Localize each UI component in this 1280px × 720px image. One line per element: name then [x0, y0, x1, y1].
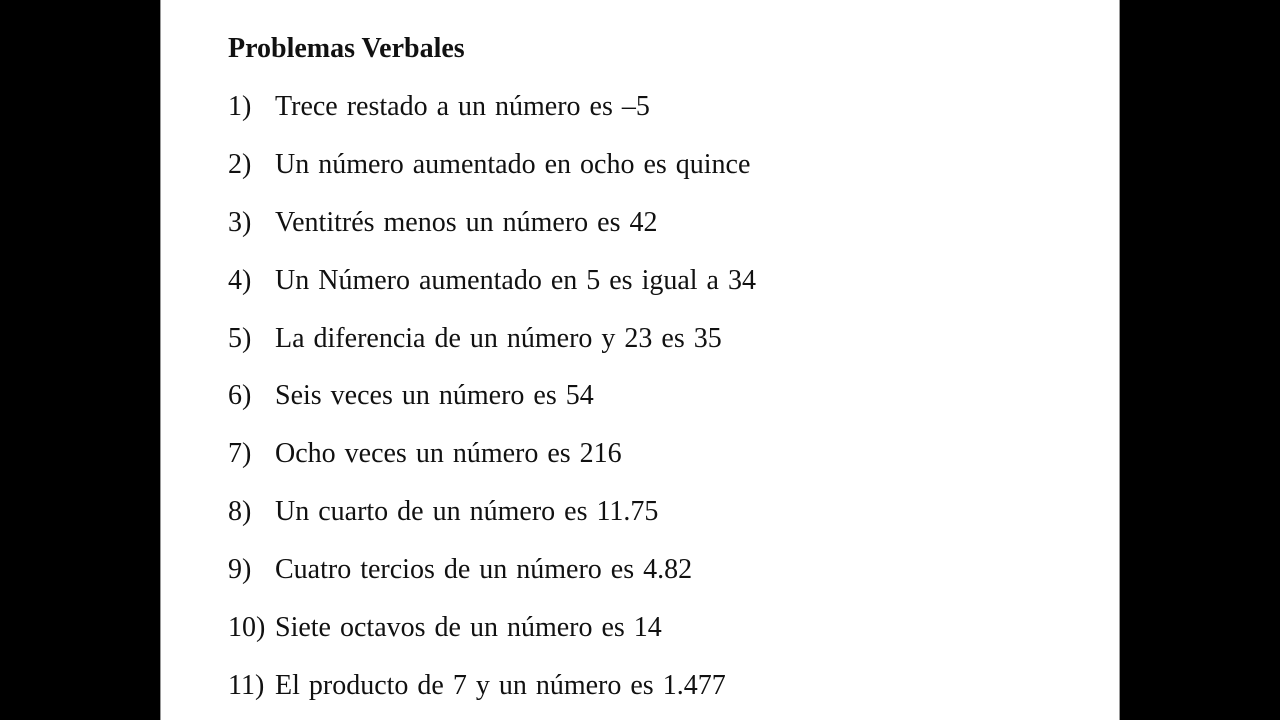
problem-number: 1)	[228, 91, 252, 122]
problem-text: Ocho veces un número es 216	[275, 438, 622, 470]
problem-item	[228, 203, 756, 261]
problem-item	[228, 666, 756, 720]
problem-text: Ventitrés menos un número es 42	[275, 206, 658, 238]
problem-text: El producto de 7 y un número es 1.477	[275, 669, 726, 701]
problem-number: 11)	[228, 669, 265, 701]
problem-text: Siete octavos de un número es 14	[275, 612, 662, 644]
problem-item	[228, 434, 756, 492]
problem-number: 5)	[228, 322, 252, 354]
problem-text: Seis veces un número es 54	[275, 380, 594, 412]
problem-text: La diferencia de un número y 23 es 35	[275, 322, 722, 354]
problem-item	[228, 376, 756, 434]
problem-text: Un Número aumentado en 5 es igual a 34	[275, 264, 756, 296]
problem-item	[228, 87, 756, 145]
problem-number: 10)	[228, 612, 266, 644]
problem-text: Trece restado a un número es –5	[275, 91, 650, 122]
problem-number: 9)	[228, 554, 252, 586]
problem-number: 4)	[228, 264, 252, 296]
problem-item	[228, 492, 756, 550]
problem-number: 7)	[228, 438, 252, 470]
problem-list	[228, 87, 756, 720]
problem-text: Un número aumentado en ocho es quince	[275, 148, 751, 180]
slide	[160, 0, 1120, 720]
problem-item	[228, 550, 756, 608]
problem-number: 8)	[228, 496, 252, 528]
problem-item	[228, 145, 756, 203]
problem-number: 6)	[228, 380, 252, 412]
problem-number: 2)	[228, 148, 252, 180]
problem-number: 3)	[228, 206, 252, 238]
problem-text: Un cuarto de un número es 11.75	[275, 496, 659, 528]
slide-title: Problemas Verbales	[228, 33, 465, 64]
problem-item	[228, 608, 756, 666]
problem-text: Cuatro tercios de un número es 4.82	[275, 554, 693, 586]
problem-item	[228, 261, 756, 319]
problem-item	[228, 319, 756, 377]
